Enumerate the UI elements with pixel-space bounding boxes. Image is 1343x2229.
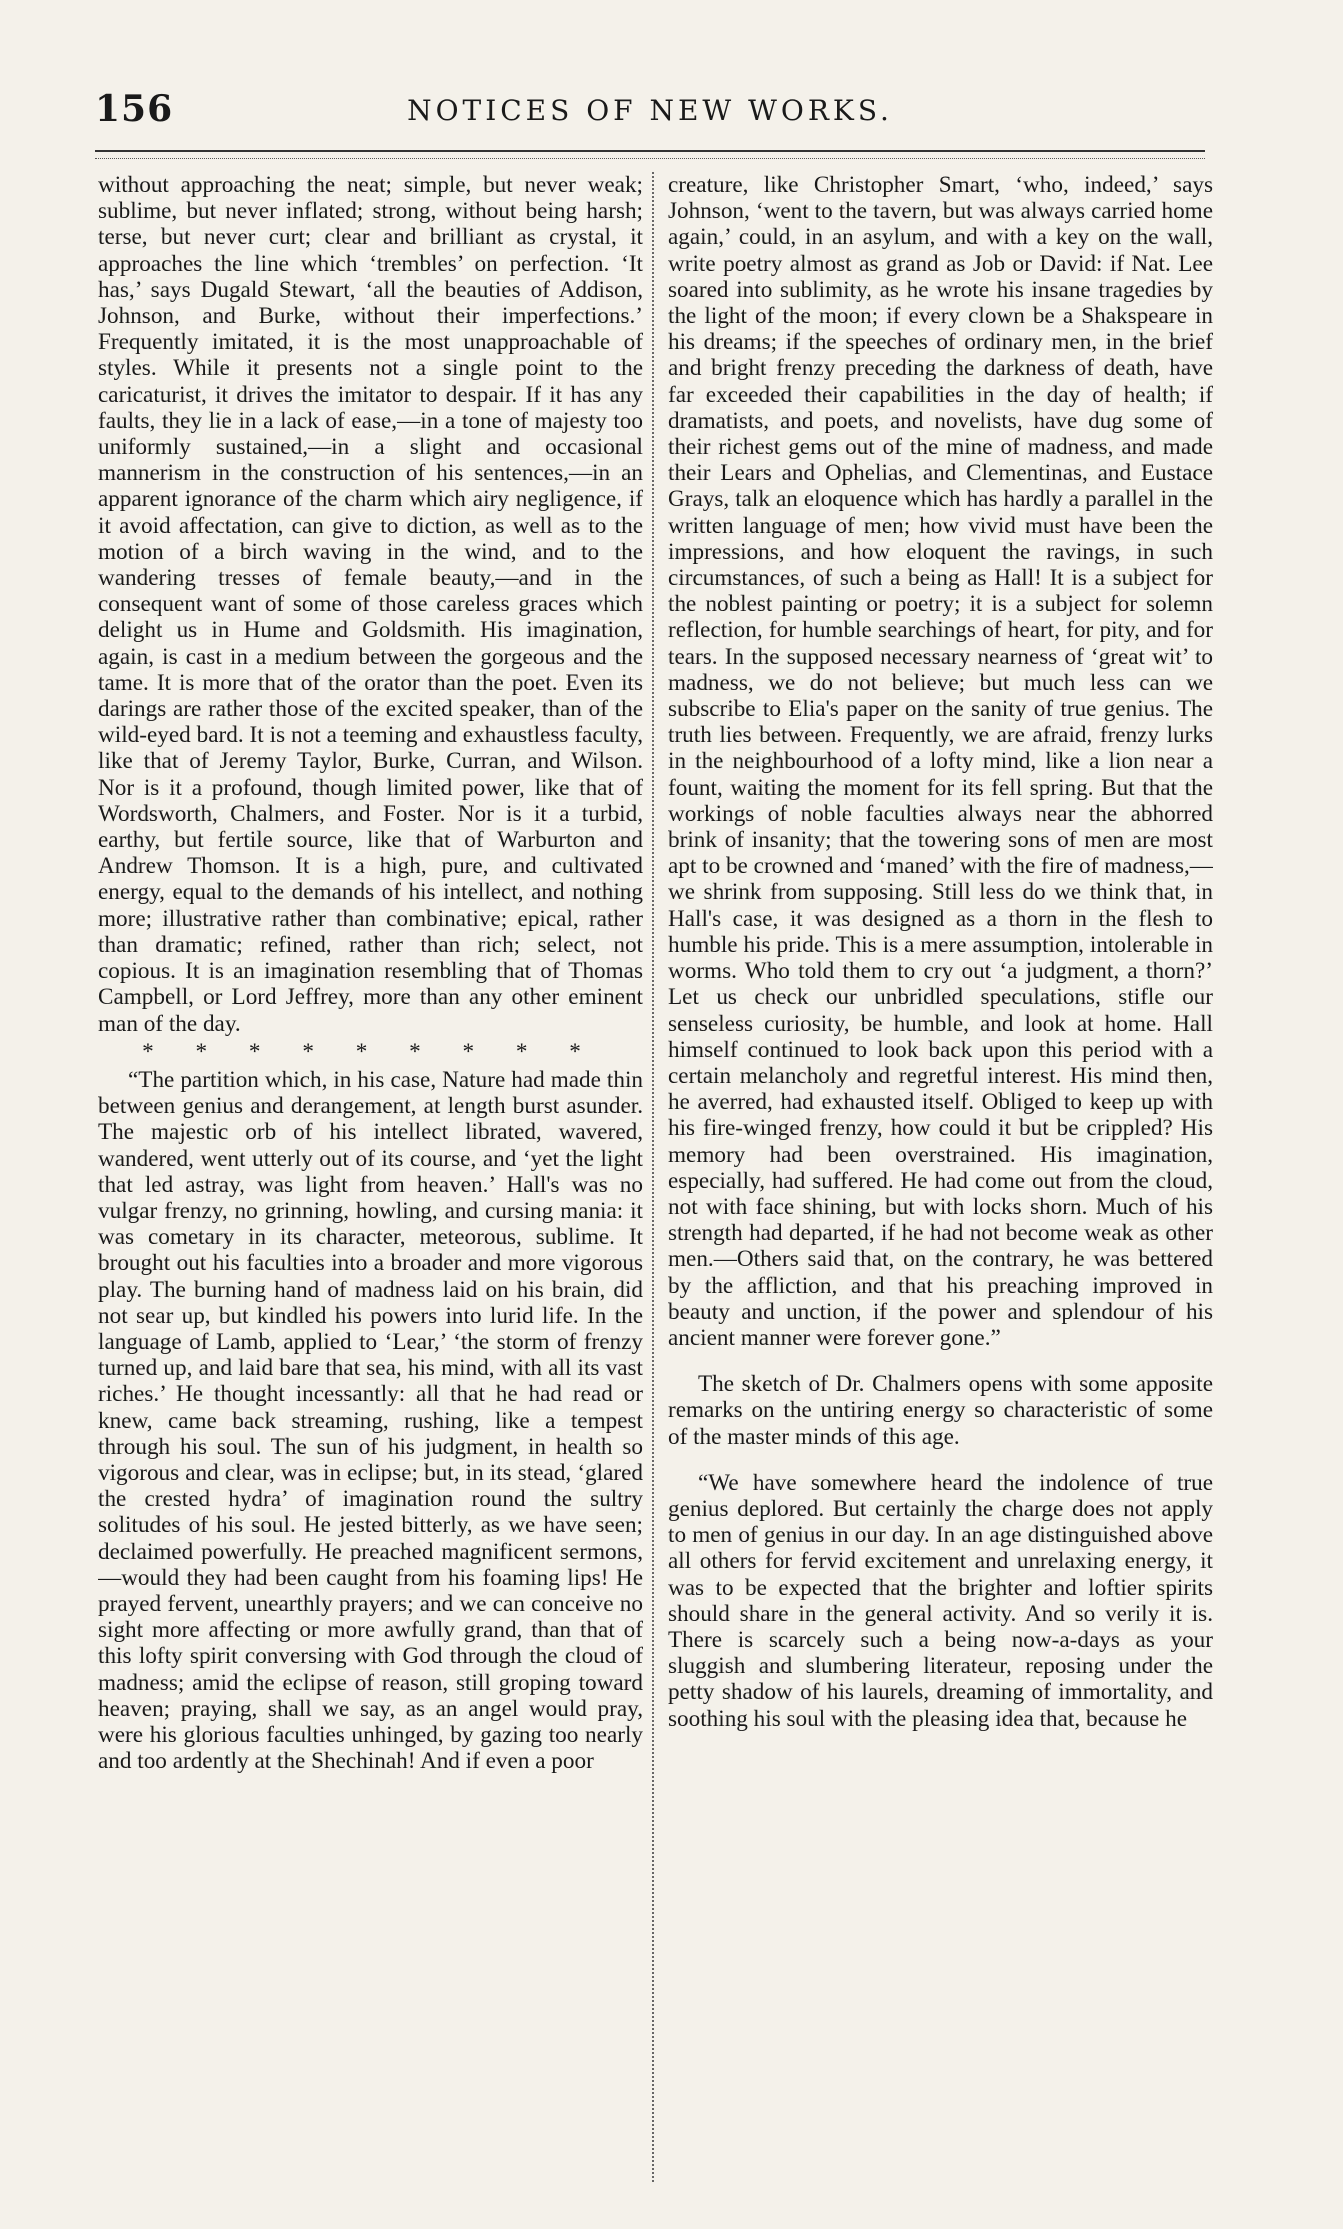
left-paragraph-2: “The partition which, in his case, Nature had made thin between genius and derangement, at length burst asunder. The majestic orb of his intellect librated, wavered, wandered, went utterly out of its course, and ‘yet the light that led astray, was light from heaven.’ Hall's was no vulgar frenzy, no grinning, howling, and cursing mania: it was cometary in its character, meteorous, sublime. It brought out his faculties into a broader and more vigorous play. The burning hand of madness laid on his brain, did not sear up, but kindled his powers into lurid life. In the language of Lamb, applied to ‘Lear,’ ‘the storm of frenzy turned up, and laid bare that sea, his mind, with all its vast riches.’ He thought incessantly: all that he had read or knew, came back streaming, rushing, like a tempest through his soul. The sun of his judgment, in health so vigorous and clear, was in eclipse; but, in its stead, ‘glared the crested hydra’ of imagination round the sultry solitudes of his soul. He jested bitterly, as we have seen; declaimed powerfully. He preached magnificent sermons,—would they had been caught from his foaming lips! He prayed fervent, unearthly prayers; and we can conceive no sight more affecting or more awfully grand, than that of this lofty spirit conversing with God through the cloud of madness; amid the eclipse of reason, still groping toward heaven; praying, shall we say, as an angel would pray, were his glorious faculties unhinged, by gazing too nearly and too ardently at the Shechinah! And if even a poor <box>98 1066 643 1775</box>
section-break-asterisks: * * * * * * * * * <box>142 1038 599 1065</box>
page-number: 156 <box>95 88 174 130</box>
page-header <box>95 88 1205 144</box>
right-paragraph-1: creature, like Christopher Smart, ‘who, indeed,’ says Johnson, ‘went to the tavern, but was always carried home again,’ could, in an asylum, and with a key on the wall, write poetry almost as grand as Job or David: if Nat. Lee soared into sublimity, as he wrote his insane tragedies by the light of the moon; if every clown be a Shakspeare in his dreams; if the speeches of ordinary men, in the brief and bright frenzy preceding the darkness of death, have far exceeded their capabilities in the day of health; if dramatists, and poets, and novelists, have dug some of their richest gems out of the mine of madness, and made their Lears and Ophelias, and Clementinas, and Eustace Grays, talk an eloquence which has hardly a parallel in the written language of men; how vivid must have been the impressions, and how eloquent the ravings, in such circumstances, of such a being as Hall! It is a subject for the noblest painting or poetry; it is a subject for solemn reflection, for humble searchings of heart, for pity, and for tears. In the supposed necessary nearness of ‘great wit’ to madness, we do not believe; but much less can we subscribe to Elia's paper on the sanity of true genius. The truth lies between. Frequently, we are afraid, frenzy lurks in the neighbourhood of a lofty mind, like a lion near a fount, waiting the moment for its fell spring. But that the workings of noble faculties always near the abhorred brink of insanity; that the towering sons of men are most apt to be crowned and ‘maned’ with the fire of madness,—we shrink from supposing. Still less do we think that, in Hall's case, it was designed as a thorn in the flesh to humble his pride. This is a mere assumption, intolerable in worms. Who told them to cry out ‘a judgment, a thorn?’ Let us check our unbridled speculations, stifle our senseless curiosity, be humble, and look at home. Hall himself continued to look back upon this period with a certain melancholy and regretful interest. His mind then, he averred, had exhausted itself. Obliged to keep up with his fire-winged frenzy, how could it but be crippled? His memory had been overstrained. His imagination, especially, had suffered. He had come out from the cloud, not with face shining, but with locks shorn. Much of his strength had departed, if he had not become weak as other men.—Others said that, on the contrary, he was bettered by the affliction, and that his preaching improved in beauty and unction, if the power and splendour of his ancient manner were forever gone.” <box>668 172 1213 1351</box>
header-rule <box>95 150 1205 159</box>
running-head: NOTICES OF NEW WORKS. <box>407 94 893 127</box>
right-paragraph-3: “We have somewhere heard the indolence of true genius deplored. But certainly the charge does not apply to men of genius in our day. In an age distinguished above all others for fervid excitement and unrelaxing energy, it was to be expected that the brighter and loftier spirits should share in the general activity. And so verily it is. There is scarcely such a being now-a-days as your sluggish and slumbering literateur, reposing under the petty shadow of his laurels, dreaming of immortality, and soothing his soul with the pleasing idea that, because he <box>668 1469 1213 1732</box>
left-paragraph-1: without approaching the neat; simple, but never weak; sublime, but never inflated; strong, without being harsh; terse, but never curt; clear and brilliant as crystal, it approaches the line which ‘trembles’ on perfection. ‘It has,’ says Dugald Stewart, ‘all the beauties of Addison, Johnson, and Burke, without their imperfections.’ Frequently imitated, it is the most unapproachable of styles. While it presents not a single point to the caricaturist, it drives the imitator to despair. If it has any faults, they lie in a lack of ease,—in a tone of majesty too uniformly sustained,—in a slight and occasional mannerism in the construction of his sentences,—in an apparent ignorance of the charm which airy negligence, if it avoid affectation, can give to diction, as well as to the motion of a birch waving in the wind, and to the wandering tresses of female beauty,—and in the consequent want of some of those careless graces which delight us in Hume and Goldsmith. His imagination, again, is cast in a medium between the gorgeous and the tame. It is more that of the orator than the poet. Even its darings are rather those of the excited speaker, than of the wild-eyed bard. It is not a teeming and exhaustless faculty, like that of Jeremy Taylor, Burke, Curran, and Wilson. Nor is it a profound, though limited power, like that of Wordsworth, Chalmers, and Foster. Nor is it a turbid, earthy, but fertile source, like that of Warburton and Andrew Thomson. It is a high, pure, and cultivated energy, equal to the demands of his intellect, and nothing more; illustrative rather than combinative; epical, rather than dramatic; refined, rather than rich; select, not copious. It is an imagination resembling that of Thomas Campbell, or Lord Jeffrey, more than any other eminent man of the day. <box>98 172 643 1037</box>
column-divider <box>652 172 654 2182</box>
left-column <box>98 172 643 2182</box>
right-column <box>668 172 1213 2182</box>
right-paragraph-2: The sketch of Dr. Chalmers opens with some apposite remarks on the untiring energy so characteristic of some of the master minds of this age. <box>668 1371 1213 1450</box>
